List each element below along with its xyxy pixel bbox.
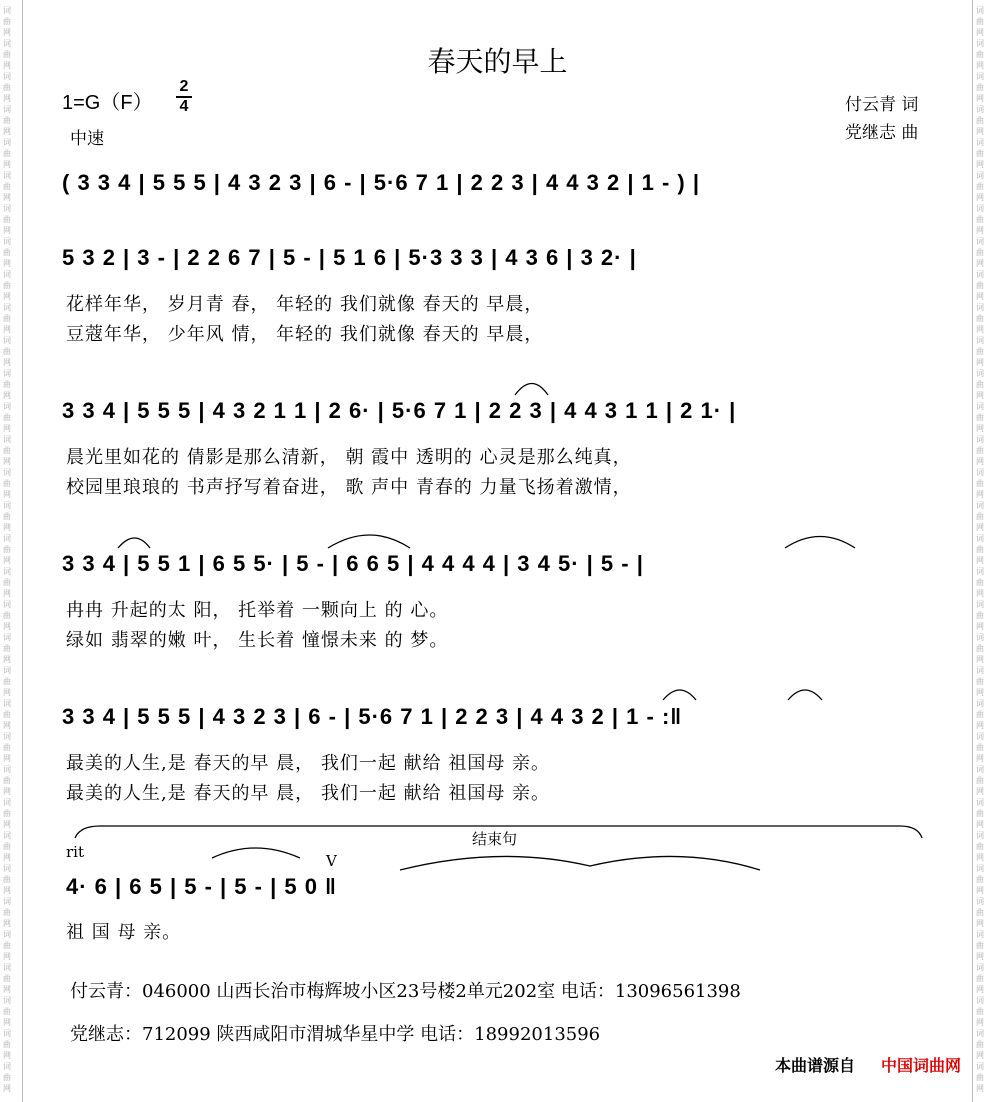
watermark-char: 网 xyxy=(3,589,11,598)
watermark-char: 网 xyxy=(976,754,984,763)
watermark-char: 曲 xyxy=(976,644,984,653)
watermark-char: 词 xyxy=(3,963,11,972)
watermark-char: 词 xyxy=(976,1062,984,1071)
watermark-char: 曲 xyxy=(3,380,11,389)
watermark-char: 词 xyxy=(976,204,984,213)
watermark-char: 网 xyxy=(3,457,11,466)
watermark-char: 词 xyxy=(976,897,984,906)
watermark-char: 网 xyxy=(3,886,11,895)
watermark-char: 词 xyxy=(3,930,11,939)
watermark-char: 网 xyxy=(976,556,984,565)
watermark-char: 曲 xyxy=(3,677,11,686)
watermark-char: 网 xyxy=(976,919,984,928)
watermark-char: 曲 xyxy=(976,875,984,884)
watermark-char: 网 xyxy=(3,754,11,763)
score-line-5-verse1: 最美的人生,是 春天的早 晨， 我们一起 献给 祖国母 亲。 xyxy=(66,753,551,774)
watermark-char: 曲 xyxy=(3,974,11,983)
watermark-char: 曲 xyxy=(3,578,11,587)
score-line-5-notes: 3 3 4 | 5 5 5 | 4 3 2 3 | 6 - | 5·6 7 1 | 2 2 3 | 4 4 3 2 | 1 - :‖ xyxy=(62,704,683,729)
slur-line4-b xyxy=(328,535,410,548)
watermark-char: 网 xyxy=(3,391,11,400)
watermark-char: 词 xyxy=(3,6,11,15)
watermark-char: 曲 xyxy=(976,17,984,26)
breath-mark: V xyxy=(326,852,337,870)
watermark-char: 网 xyxy=(3,1051,11,1060)
watermark-char: 词 xyxy=(3,666,11,675)
footer-source: 本曲谱源自 xyxy=(774,1056,855,1075)
watermark-char: 词 xyxy=(976,930,984,939)
watermark-char: 曲 xyxy=(976,281,984,290)
watermark-char: 网 xyxy=(3,94,11,103)
watermark-char: 词 xyxy=(976,831,984,840)
watermark-char: 网 xyxy=(976,622,984,631)
watermark-char: 词 xyxy=(976,237,984,246)
watermark-char: 词 xyxy=(3,138,11,147)
watermark-char: 曲 xyxy=(3,611,11,620)
watermark-char: 词 xyxy=(976,105,984,114)
watermark-char: 网 xyxy=(3,127,11,136)
watermark-char: 网 xyxy=(3,325,11,334)
watermark-char: 曲 xyxy=(976,1040,984,1049)
watermark-char: 曲 xyxy=(3,545,11,554)
watermark-char: 网 xyxy=(976,457,984,466)
watermark-char: 网 xyxy=(3,1018,11,1027)
watermark-char: 曲 xyxy=(3,17,11,26)
watermark-char: 网 xyxy=(976,787,984,796)
watermark-char: 网 xyxy=(3,556,11,565)
watermark-char: 词 xyxy=(976,567,984,576)
watermark-char: 网 xyxy=(3,688,11,697)
watermark-char: 曲 xyxy=(3,182,11,191)
watermark-char: 网 xyxy=(976,358,984,367)
score-line-1-notes: ( 3 3 4 | 5 5 5 | 4 3 2 3 | 6 - | 5·6 7 1 | 2 2 3 | 4 4 3 2 | 1 - ) | xyxy=(62,170,700,195)
watermark-char: 网 xyxy=(976,193,984,202)
watermark-char: 词 xyxy=(976,402,984,411)
watermark-char: 网 xyxy=(3,952,11,961)
watermark-char: 网 xyxy=(976,94,984,103)
tempo-marking: 中速 xyxy=(70,129,104,149)
watermark-char: 词 xyxy=(3,501,11,510)
watermark-char: 词 xyxy=(976,72,984,81)
watermark-char: 曲 xyxy=(3,314,11,323)
watermark-char: 网 xyxy=(976,688,984,697)
key-signature: 1=G（F） xyxy=(62,92,153,114)
watermark-char: 网 xyxy=(3,259,11,268)
watermark-char: 曲 xyxy=(3,479,11,488)
watermark-char: 曲 xyxy=(3,116,11,125)
watermark-char: 曲 xyxy=(3,842,11,851)
watermark-char: 曲 xyxy=(3,248,11,257)
watermark-char: 网 xyxy=(976,226,984,235)
score-line-5-verse2: 最美的人生,是 春天的早 晨， 我们一起 献给 祖国母 亲。 xyxy=(66,783,551,804)
watermark-char: 词 xyxy=(3,270,11,279)
watermark-char: 曲 xyxy=(3,215,11,224)
watermark-char: 词 xyxy=(3,237,11,246)
watermark-char: 词 xyxy=(3,534,11,543)
watermark-char: 网 xyxy=(976,985,984,994)
score-line-4-verse1: 冉冉 升起的太 阳， 托举着 一颗向上 的 心。 xyxy=(66,600,449,621)
watermark-char: 曲 xyxy=(976,149,984,158)
rit-bracket xyxy=(75,826,922,838)
watermark-char: 词 xyxy=(3,897,11,906)
watermark-char: 曲 xyxy=(3,710,11,719)
watermark-char: 词 xyxy=(3,204,11,213)
watermark-char: 词 xyxy=(3,402,11,411)
watermark-char: 网 xyxy=(3,820,11,829)
score-line-3-verse1: 晨光里如花的 倩影是那么清新， 朝 霞中 透明的 心灵是那么纯真， xyxy=(66,447,632,468)
watermark-char: 曲 xyxy=(976,50,984,59)
watermark-char: 网 xyxy=(3,193,11,202)
watermark-char: 曲 xyxy=(3,1073,11,1082)
watermark-char: 词 xyxy=(976,501,984,510)
watermark-char: 词 xyxy=(3,171,11,180)
watermark-char: 曲 xyxy=(976,479,984,488)
watermark-char: 网 xyxy=(3,721,11,730)
watermark-char: 词 xyxy=(3,600,11,609)
watermark-char: 网 xyxy=(976,1051,984,1060)
watermark-char: 词 xyxy=(976,765,984,774)
watermark-char: 词 xyxy=(976,39,984,48)
watermark-char: 词 xyxy=(976,699,984,708)
watermark-char: 曲 xyxy=(976,413,984,422)
watermark-char: 曲 xyxy=(3,1040,11,1049)
watermark-char: 网 xyxy=(976,886,984,895)
watermark-char: 曲 xyxy=(976,776,984,785)
watermark-char: 网 xyxy=(3,985,11,994)
watermark-char: 词 xyxy=(3,765,11,774)
watermark-char: 词 xyxy=(976,600,984,609)
watermark-char: 曲 xyxy=(3,743,11,752)
watermark-char: 词 xyxy=(976,303,984,312)
watermark-char: 网 xyxy=(976,160,984,169)
watermark-char: 词 xyxy=(976,336,984,345)
watermark-char: 曲 xyxy=(976,1007,984,1016)
watermark-char: 曲 xyxy=(3,281,11,290)
watermark-char: 曲 xyxy=(976,545,984,554)
watermark-char: 曲 xyxy=(976,314,984,323)
watermark-char: 曲 xyxy=(3,1007,11,1016)
watermark-char: 曲 xyxy=(976,578,984,587)
watermark-char: 曲 xyxy=(3,83,11,92)
watermark-char: 网 xyxy=(976,1018,984,1027)
watermark-char: 词 xyxy=(3,699,11,708)
watermark-char: 曲 xyxy=(3,941,11,950)
score-line-2-verse2: 豆蔻年华， 少年风 情， 年轻的 我们就像 春天的 早晨， xyxy=(66,324,544,345)
watermark-char: 词 xyxy=(3,435,11,444)
watermark-char: 词 xyxy=(976,963,984,972)
watermark-char: 曲 xyxy=(3,50,11,59)
watermark-char: 词 xyxy=(976,666,984,675)
watermark-char: 曲 xyxy=(3,644,11,653)
watermark-char: 网 xyxy=(976,523,984,532)
watermark-char: 曲 xyxy=(976,1073,984,1082)
watermark-char: 词 xyxy=(3,633,11,642)
rit-marking: rit xyxy=(66,843,84,861)
lyricist-credit: 付云青 词 xyxy=(845,95,919,115)
watermark-char: 曲 xyxy=(3,149,11,158)
watermark-char: 网 xyxy=(976,952,984,961)
watermark-char: 词 xyxy=(3,468,11,477)
watermark-char: 词 xyxy=(976,996,984,1005)
watermark-char: 词 xyxy=(976,171,984,180)
watermark-char: 曲 xyxy=(976,347,984,356)
watermark-char: 词 xyxy=(976,138,984,147)
watermark-char: 词 xyxy=(3,831,11,840)
score-line-2-verse1: 花样年华， 岁月青 春， 年轻的 我们就像 春天的 早晨， xyxy=(66,294,544,315)
watermark-char: 曲 xyxy=(976,512,984,521)
watermark-char: 曲 xyxy=(976,380,984,389)
watermark-char: 曲 xyxy=(3,875,11,884)
coda-label: 结束句 xyxy=(472,830,518,848)
watermark-char: 网 xyxy=(3,358,11,367)
watermark-char: 词 xyxy=(976,270,984,279)
score-line-3-notes: 3 3 4 | 5 5 5 | 4 3 2 1 1 | 2 6· | 5·6 7 1 | 2 2 3 | 4 4 3 1 1 | 2 1· | xyxy=(62,398,737,423)
watermark-char: 网 xyxy=(3,787,11,796)
watermark-char: 曲 xyxy=(3,446,11,455)
composer-credit: 党继志 曲 xyxy=(845,123,919,143)
watermark-char: 曲 xyxy=(3,347,11,356)
score-line-3-verse2: 校园里琅琅的 书声抒写着奋进， 歌 声中 青春的 力量飞扬着激情， xyxy=(66,477,632,498)
score-line-6-verse1: 祖 国 母 亲。 xyxy=(66,922,182,943)
watermark-char: 网 xyxy=(976,61,984,70)
watermark-char: 网 xyxy=(3,292,11,301)
watermark-char: 曲 xyxy=(976,908,984,917)
watermark-char: 词 xyxy=(3,303,11,312)
watermark-char: 网 xyxy=(3,655,11,664)
watermark-char: 曲 xyxy=(3,512,11,521)
watermark-char: 网 xyxy=(3,523,11,532)
watermark-char: 网 xyxy=(976,853,984,862)
footer-site-link[interactable]: 中国词曲网 xyxy=(880,1056,961,1075)
watermark-char: 词 xyxy=(976,435,984,444)
watermark-char: 曲 xyxy=(3,809,11,818)
watermark-char: 曲 xyxy=(976,611,984,620)
score-line-6-notes: 4· 6 | 6 5 | 5 - | 5 - | 5 0 ‖ xyxy=(66,874,338,899)
watermark-char: 词 xyxy=(976,798,984,807)
watermark-char: 词 xyxy=(976,534,984,543)
watermark-char: 网 xyxy=(976,721,984,730)
score-line-4-notes: 3 3 4 | 5 5 1 | 6 5 5· | 5 - | 6 6 5 | 4 4 4 4 | 3 4 5· | 5 - | xyxy=(62,551,644,576)
watermark-char: 网 xyxy=(3,28,11,37)
watermark-char: 曲 xyxy=(3,413,11,422)
score-line-2-notes: 5 3 2 | 3 - | 2 2 6 7 | 5 - | 5 1 6 | 5·3 3 3 | 4 3 6 | 3 2· | xyxy=(62,245,637,270)
contact-composer: 党继志：712099 陕西咸阳市渭城华星中学 电话：18992013596 xyxy=(70,1024,601,1045)
watermark-char: 词 xyxy=(3,864,11,873)
slur-fermata xyxy=(212,848,300,858)
watermark-char: 曲 xyxy=(976,710,984,719)
watermark-char: 词 xyxy=(976,1029,984,1038)
watermark-char: 网 xyxy=(976,292,984,301)
watermark-char: 网 xyxy=(976,490,984,499)
watermark-char: 曲 xyxy=(976,809,984,818)
watermark-char: 曲 xyxy=(976,116,984,125)
watermark-char: 曲 xyxy=(976,677,984,686)
watermark-char: 词 xyxy=(3,1029,11,1038)
time-signature-bottom: 4 xyxy=(176,96,192,116)
watermark-char: 词 xyxy=(976,732,984,741)
watermark-char: 词 xyxy=(3,996,11,1005)
watermark-char: 词 xyxy=(3,39,11,48)
watermark-char: 曲 xyxy=(3,908,11,917)
watermark-char: 曲 xyxy=(976,248,984,257)
watermark-char: 词 xyxy=(976,369,984,378)
watermark-char: 词 xyxy=(3,72,11,81)
watermark-char: 词 xyxy=(3,798,11,807)
watermark-char: 曲 xyxy=(976,743,984,752)
watermark-char: 词 xyxy=(3,369,11,378)
watermark-char: 网 xyxy=(3,919,11,928)
watermark-char: 网 xyxy=(976,28,984,37)
watermark-char: 网 xyxy=(3,1084,11,1093)
watermark-char: 网 xyxy=(3,226,11,235)
watermark-char: 词 xyxy=(976,633,984,642)
song-title: 春天的早上 xyxy=(427,45,568,78)
watermark-char: 曲 xyxy=(3,776,11,785)
watermark-char: 曲 xyxy=(976,83,984,92)
watermark-char: 网 xyxy=(3,622,11,631)
slur-line4-a xyxy=(118,538,150,548)
watermark-char: 网 xyxy=(976,424,984,433)
watermark-char: 曲 xyxy=(976,215,984,224)
watermark-char: 词 xyxy=(3,1062,11,1071)
watermark-char: 曲 xyxy=(976,446,984,455)
slur-line5-a xyxy=(663,690,696,700)
watermark-char: 词 xyxy=(3,567,11,576)
watermark-char: 网 xyxy=(3,490,11,499)
watermark-char: 曲 xyxy=(976,974,984,983)
watermark-char: 网 xyxy=(976,1084,984,1093)
watermark-char: 曲 xyxy=(976,182,984,191)
slur-final xyxy=(400,856,760,870)
watermark-char: 网 xyxy=(3,853,11,862)
watermark-char: 网 xyxy=(976,325,984,334)
watermark-char: 网 xyxy=(976,655,984,664)
watermark-char: 网 xyxy=(976,259,984,268)
watermark-char: 词 xyxy=(976,6,984,15)
slur-line5-b xyxy=(788,690,822,700)
watermark-char: 词 xyxy=(3,732,11,741)
contact-lyricist: 付云青：046000 山西长治市梅辉坡小区23号楼2单元202室 电话：13096561398 xyxy=(70,981,741,1002)
watermark-char: 词 xyxy=(976,468,984,477)
score-line-4-verse2: 绿如 翡翠的嫩 叶， 生长着 憧憬未来 的 梦。 xyxy=(66,630,449,651)
watermark-char: 曲 xyxy=(976,941,984,950)
watermark-char: 网 xyxy=(3,424,11,433)
slur-line3 xyxy=(515,384,548,396)
watermark-char: 词 xyxy=(976,864,984,873)
slur-line4-c xyxy=(785,537,855,549)
watermark-char: 词 xyxy=(3,105,11,114)
watermark-char: 网 xyxy=(976,391,984,400)
watermark-char: 词 xyxy=(3,336,11,345)
watermark-char: 网 xyxy=(3,160,11,169)
time-signature-top: 2 xyxy=(179,78,189,95)
watermark-char: 网 xyxy=(976,589,984,598)
watermark-char: 曲 xyxy=(976,842,984,851)
watermark-char: 网 xyxy=(3,61,11,70)
watermark-char: 网 xyxy=(976,127,984,136)
watermark-char: 网 xyxy=(976,820,984,829)
